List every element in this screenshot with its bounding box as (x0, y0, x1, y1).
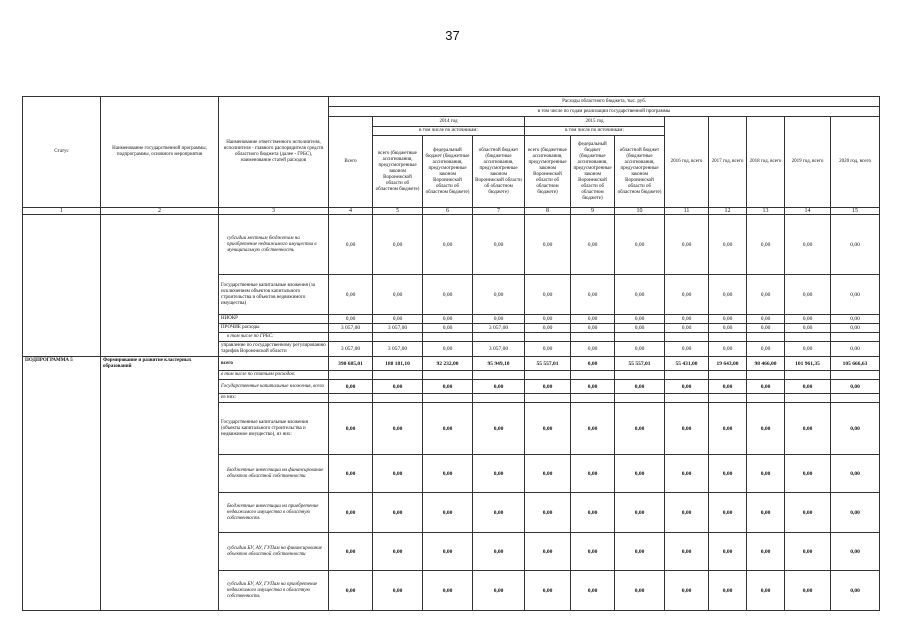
header-source-5: федеральный бюджет (бюджетные ассигнования, предусмотренные законом Воронежской области об областном бюджете) (571, 136, 615, 208)
value-cell (747, 371, 785, 380)
total-value-cell: 0,00 (571, 357, 615, 371)
value-cell: 0,00 (615, 493, 665, 533)
header-2020: 2020 год, всего (831, 117, 880, 208)
value-cell: 0,00 (615, 275, 665, 315)
row-label: Бюджетные инвестиции на финансирование объектов областной собственности (219, 455, 329, 493)
value-cell: 0,00 (747, 342, 785, 357)
value-cell: 0,00 (615, 533, 665, 571)
value-cell (571, 333, 615, 342)
value-cell: 0,00 (785, 455, 831, 493)
value-cell: 0,00 (525, 275, 571, 315)
value-cell: 0,00 (665, 533, 709, 571)
value-cell: 0,00 (709, 533, 747, 571)
value-cell (615, 333, 665, 342)
value-cell: 0,00 (423, 324, 473, 333)
column-number: 9 (571, 208, 615, 215)
value-cell: 0,00 (525, 455, 571, 493)
value-cell: 0,00 (423, 215, 473, 275)
value-cell: 0,00 (615, 455, 665, 493)
status-cell-empty (23, 215, 101, 357)
value-cell: 0,00 (785, 324, 831, 333)
subprogram-total-label: всего (219, 357, 329, 371)
value-cell: 3 057,00 (473, 324, 525, 333)
value-cell (571, 371, 615, 380)
column-number: 15 (831, 208, 880, 215)
value-cell: 0,00 (423, 571, 473, 611)
row-label: Государственные капитальные вложения (за исключением объектов капитального строительства и объектов недвижимого имущества) (219, 275, 329, 315)
total-value-cell: 55 557,01 (615, 357, 665, 371)
total-value-cell: 55 431,00 (665, 357, 709, 371)
value-cell: 0,00 (329, 403, 373, 455)
header-source-4: всего (бюджетные ассигнования, предусмотренные законом Воронежской области об областном бюджете) (525, 136, 571, 208)
total-value-cell: 55 557,01 (525, 357, 571, 371)
value-cell: 0,00 (615, 342, 665, 357)
value-cell: 3 057,00 (329, 324, 373, 333)
value-cell: 0,00 (709, 493, 747, 533)
column-number: 7 (473, 208, 525, 215)
value-cell: 0,00 (571, 275, 615, 315)
value-cell: 0,00 (329, 571, 373, 611)
value-cell: 0,00 (373, 403, 423, 455)
value-cell: 0,00 (831, 571, 880, 611)
value-cell: 0,00 (615, 571, 665, 611)
value-cell: 0,00 (423, 403, 473, 455)
value-cell: 0,00 (571, 380, 615, 394)
total-value-cell: 105 666,63 (831, 357, 880, 371)
header-by-source-2015: в том числе по источникам: (525, 127, 665, 136)
value-cell (473, 333, 525, 342)
value-cell: 0,00 (525, 324, 571, 333)
header-source-1: всего (бюджетные ассигнования, предусмотренные законом Воронежской области об областном бюджете) (373, 136, 423, 208)
value-cell: 0,00 (473, 403, 525, 455)
total-value-cell: 19 643,00 (709, 357, 747, 371)
value-cell: 0,00 (665, 493, 709, 533)
value-cell (473, 371, 525, 380)
value-cell (665, 394, 709, 403)
value-cell: 0,00 (709, 315, 747, 324)
value-cell: 0,00 (665, 342, 709, 357)
budget-table (22, 96, 880, 611)
subprogram-status: ПОДПРОГРАММА 5 (23, 357, 101, 611)
header-2015: 2015 год (525, 117, 665, 127)
value-cell (423, 333, 473, 342)
header-2014: 2014 год (373, 117, 525, 127)
value-cell: 0,00 (423, 315, 473, 324)
value-cell: 0,00 (615, 380, 665, 394)
header-2018: 2018 год, всего (747, 117, 785, 208)
value-cell: 0,00 (709, 571, 747, 611)
value-cell (373, 394, 423, 403)
column-number: 8 (525, 208, 571, 215)
value-cell (615, 394, 665, 403)
value-cell: 0,00 (831, 403, 880, 455)
value-cell: 0,00 (665, 455, 709, 493)
header-name: Наименование государственной программы, подпрограммы, основного мероприятия (101, 97, 219, 208)
value-cell: 0,00 (423, 275, 473, 315)
value-cell: 0,00 (473, 493, 525, 533)
value-cell: 0,00 (615, 315, 665, 324)
value-cell (831, 394, 880, 403)
value-cell: 0,00 (709, 455, 747, 493)
value-cell: 0,00 (373, 533, 423, 571)
header-2017: 2017 год, всего (709, 117, 747, 208)
value-cell (665, 333, 709, 342)
value-cell: 0,00 (747, 275, 785, 315)
value-cell: 0,00 (525, 380, 571, 394)
header-source-2: федеральный бюджет (бюджетные ассигнования, предусмотренные законом Воронежской области об областном бюджете) (423, 136, 473, 208)
value-cell: 0,00 (329, 275, 373, 315)
value-cell: 0,00 (785, 215, 831, 275)
value-cell: 3 057,00 (373, 324, 423, 333)
value-cell: 0,00 (329, 533, 373, 571)
by-articles-label: в том числе по статьям расходов: (219, 371, 329, 380)
header-by-source-2014: в том числе по источникам: (373, 127, 525, 136)
value-cell: 0,00 (831, 215, 880, 275)
value-cell: 0,00 (571, 315, 615, 324)
value-cell: 0,00 (709, 342, 747, 357)
value-cell: 0,00 (571, 215, 615, 275)
value-cell: 0,00 (665, 275, 709, 315)
value-cell: 0,00 (615, 403, 665, 455)
column-number: 3 (219, 208, 329, 215)
row-label: ПРОЧИЕ расходы (219, 324, 329, 333)
row-label: НИОКР (219, 315, 329, 324)
value-cell: 3 057,00 (473, 342, 525, 357)
value-cell: 0,00 (709, 380, 747, 394)
value-cell (373, 333, 423, 342)
value-cell: 0,00 (785, 403, 831, 455)
value-cell: 0,00 (525, 533, 571, 571)
row-label: управление по государственному регулированию тарифов Воронежской области (219, 342, 329, 357)
total-value-cell: 98 466,00 (747, 357, 785, 371)
value-cell (329, 371, 373, 380)
value-cell (525, 394, 571, 403)
value-cell (373, 371, 423, 380)
value-cell: 0,00 (831, 342, 880, 357)
value-cell: 0,00 (747, 493, 785, 533)
row-label: Бюджетные инвестиции на приобретение недвижимого имущества в областную собственность (219, 493, 329, 533)
value-cell: 0,00 (423, 493, 473, 533)
header-total: Всего (329, 117, 373, 208)
column-number: 14 (785, 208, 831, 215)
value-cell: 0,00 (831, 324, 880, 333)
value-cell: 0,00 (473, 315, 525, 324)
column-number: 11 (665, 208, 709, 215)
value-cell: 0,00 (473, 455, 525, 493)
column-number: 1 (23, 208, 101, 215)
value-cell: 0,00 (709, 403, 747, 455)
value-cell: 0,00 (785, 315, 831, 324)
total-value-cell: 390 685,01 (329, 357, 373, 371)
column-number: 12 (709, 208, 747, 215)
value-cell: 0,00 (747, 315, 785, 324)
name-cell-empty (101, 215, 219, 357)
value-cell: 0,00 (473, 380, 525, 394)
header-2019: 2019 год, всего (785, 117, 831, 208)
value-cell: 0,00 (665, 215, 709, 275)
total-value-cell: 95 949,10 (473, 357, 525, 371)
value-cell: 0,00 (373, 315, 423, 324)
value-cell: 0,00 (665, 380, 709, 394)
value-cell (329, 333, 373, 342)
value-cell: 0,00 (525, 315, 571, 324)
total-value-cell: 101 961,35 (785, 357, 831, 371)
value-cell: 0,00 (525, 403, 571, 455)
value-cell: 0,00 (785, 493, 831, 533)
column-number: 5 (373, 208, 423, 215)
value-cell: 3 057,00 (373, 342, 423, 357)
column-number: 10 (615, 208, 665, 215)
row-label: субсидии БУ, АУ, ГУПам на финансирование объектов областной собственности (219, 533, 329, 571)
value-cell (615, 371, 665, 380)
value-cell: 0,00 (747, 403, 785, 455)
value-cell (525, 333, 571, 342)
value-cell: 0,00 (423, 455, 473, 493)
page-number: 37 (445, 28, 460, 43)
value-cell: 0,00 (831, 455, 880, 493)
value-cell (831, 333, 880, 342)
value-cell: 0,00 (571, 324, 615, 333)
value-cell: 0,00 (831, 533, 880, 571)
column-number: 2 (101, 208, 219, 215)
column-number: 4 (329, 208, 373, 215)
value-cell (831, 371, 880, 380)
value-cell: 0,00 (831, 493, 880, 533)
value-cell: 0,00 (329, 380, 373, 394)
value-cell: 0,00 (571, 403, 615, 455)
value-cell: 0,00 (329, 215, 373, 275)
value-cell (709, 371, 747, 380)
value-cell: 0,00 (709, 275, 747, 315)
value-cell: 3 057,00 (329, 342, 373, 357)
value-cell: 0,00 (785, 571, 831, 611)
header-source-3: областной бюджет (бюджетные ассигнования, предусмотренные законом Воронежской области об областном бюджете) (473, 136, 525, 208)
value-cell: 0,00 (473, 533, 525, 571)
value-cell: 0,00 (329, 455, 373, 493)
row-label: в том числе по ГРБС: (219, 333, 329, 342)
column-number: 6 (423, 208, 473, 215)
row-label: субсидии местным бюджетам на приобретение недвижимого имущества в муниципальную собственность (219, 215, 329, 275)
value-cell: 0,00 (571, 571, 615, 611)
value-cell: 0,00 (785, 380, 831, 394)
value-cell: 0,00 (473, 275, 525, 315)
value-cell: 0,00 (665, 403, 709, 455)
value-cell: 0,00 (373, 493, 423, 533)
value-cell: 0,00 (473, 215, 525, 275)
value-cell: 0,00 (831, 380, 880, 394)
value-cell: 0,00 (785, 342, 831, 357)
subprogram-name: Формирование и развитие кластерных образований (101, 357, 219, 611)
value-cell: 0,00 (571, 533, 615, 571)
value-cell: 0,00 (571, 342, 615, 357)
value-cell: 0,00 (747, 380, 785, 394)
total-value-cell: 188 181,10 (373, 357, 423, 371)
value-cell (423, 371, 473, 380)
value-cell: 0,00 (571, 493, 615, 533)
row-label: субсидии БУ, АУ, ГУПам на приобретение недвижимого имущества в областную собственность (219, 571, 329, 611)
value-cell: 0,00 (747, 571, 785, 611)
value-cell: 0,00 (709, 324, 747, 333)
row-label: из них: (219, 394, 329, 403)
header-source-6: областной бюджет (бюджетные ассигнования, предусмотренные законом Воронежской области об областном бюджете) (615, 136, 665, 208)
value-cell: 0,00 (329, 493, 373, 533)
value-cell (747, 333, 785, 342)
header-2016: 2016 год, всего (665, 117, 709, 208)
header-executor: Наименование ответственного исполнителя, исполнителя - главного распорядителя средств областного бюджета (далее - ГРБС), наименование статей расходов (219, 97, 329, 208)
value-cell: 0,00 (373, 275, 423, 315)
value-cell: 0,00 (571, 455, 615, 493)
value-cell: 0,00 (525, 342, 571, 357)
value-cell: 0,00 (747, 324, 785, 333)
row-label: Государственные капитальные вложения (объекты капитального строительства и недвижимое имущество), из них: (219, 403, 329, 455)
value-cell (709, 394, 747, 403)
value-cell: 0,00 (525, 493, 571, 533)
value-cell (747, 394, 785, 403)
value-cell (665, 371, 709, 380)
value-cell: 0,00 (373, 571, 423, 611)
column-number: 13 (747, 208, 785, 215)
value-cell: 0,00 (747, 215, 785, 275)
value-cell: 0,00 (831, 275, 880, 315)
value-cell: 0,00 (373, 215, 423, 275)
header-expenses: Расходы областного бюджета, тыс. руб. (329, 97, 880, 107)
value-cell: 0,00 (785, 533, 831, 571)
value-cell: 0,00 (615, 215, 665, 275)
value-cell: 0,00 (423, 342, 473, 357)
value-cell: 0,00 (785, 275, 831, 315)
value-cell: 0,00 (525, 215, 571, 275)
value-cell (473, 394, 525, 403)
value-cell: 0,00 (665, 324, 709, 333)
value-cell: 0,00 (423, 533, 473, 571)
value-cell (785, 333, 831, 342)
header-status: Статус (23, 97, 101, 208)
value-cell: 0,00 (423, 380, 473, 394)
value-cell (709, 333, 747, 342)
value-cell: 0,00 (473, 571, 525, 611)
value-cell (329, 394, 373, 403)
value-cell (525, 371, 571, 380)
value-cell: 0,00 (329, 315, 373, 324)
value-cell: 0,00 (831, 315, 880, 324)
value-cell: 0,00 (373, 455, 423, 493)
value-cell: 0,00 (747, 455, 785, 493)
value-cell (571, 394, 615, 403)
value-cell: 0,00 (747, 533, 785, 571)
value-cell (785, 371, 831, 380)
total-value-cell: 92 232,00 (423, 357, 473, 371)
row-label: Государственные капитальные вложения, всего (219, 380, 329, 394)
value-cell: 0,00 (373, 380, 423, 394)
value-cell: 0,00 (665, 571, 709, 611)
value-cell (423, 394, 473, 403)
value-cell: 0,00 (709, 215, 747, 275)
value-cell: 0,00 (525, 571, 571, 611)
value-cell: 0,00 (615, 324, 665, 333)
value-cell (785, 394, 831, 403)
header-in-years: в том числе по годам реализации государственной программы (329, 107, 880, 117)
value-cell: 0,00 (665, 315, 709, 324)
